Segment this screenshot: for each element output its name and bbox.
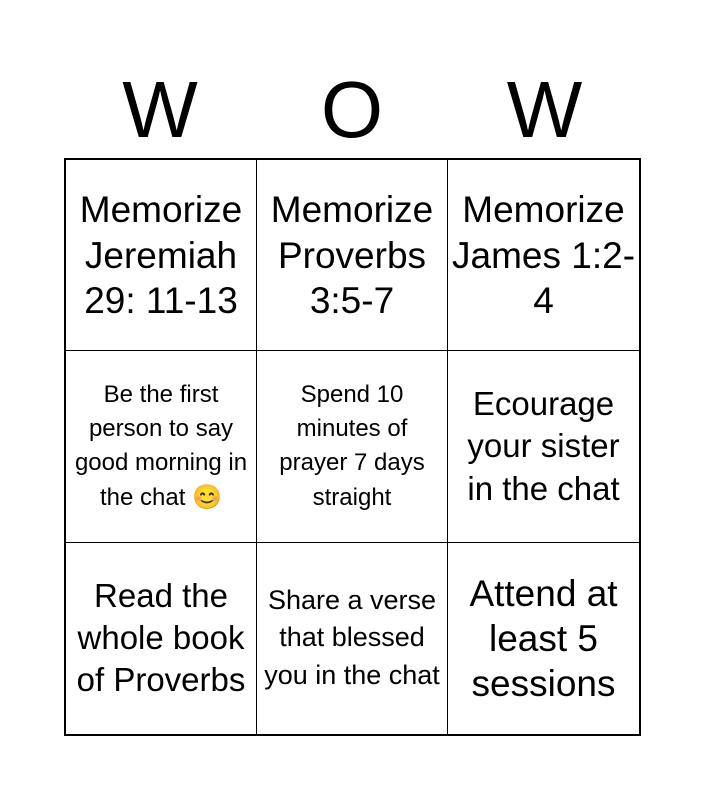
header-letter-w-1: W	[122, 65, 198, 154]
bingo-board	[64, 158, 641, 736]
bingo-cell-7-text: Read the whole book of Proverbs	[76, 576, 246, 699]
bingo-cell-3-text: Memorize James 1:2-4	[452, 189, 636, 321]
bingo-cell-2-text: Memorize Proverbs 3:5-7	[270, 189, 434, 321]
bingo-cell-6-text: Ecourage your sister in the chat	[467, 385, 620, 507]
bingo-cell-9-text: Attend at least 5 sessions	[469, 572, 618, 704]
bingo-cell-3[interactable]	[448, 160, 639, 351]
bingo-cell-7[interactable]	[66, 543, 257, 734]
bingo-cell-8[interactable]	[257, 543, 448, 734]
header-letter-w-2: W	[506, 65, 583, 154]
bingo-cell-1[interactable]	[66, 160, 257, 351]
bingo-cell-1-text: Memorize Jeremiah 29: 11-13	[79, 189, 243, 321]
bingo-header	[64, 62, 641, 158]
bingo-cell-9[interactable]	[448, 543, 639, 734]
bingo-cell-4-text: Be the first person to say good morning in the chat 😊	[74, 381, 248, 511]
bingo-cell-5-text: Spend 10 minutes of prayer 7 days straight	[279, 381, 425, 511]
bingo-cell-2[interactable]	[257, 160, 448, 351]
bingo-cell-8-text: Share a verse that blessed you in the chat	[264, 584, 440, 691]
bingo-cell-4[interactable]	[66, 351, 257, 542]
bingo-cell-5[interactable]	[257, 351, 448, 542]
bingo-cell-6[interactable]	[448, 351, 639, 542]
header-letter-o: O	[320, 65, 384, 154]
